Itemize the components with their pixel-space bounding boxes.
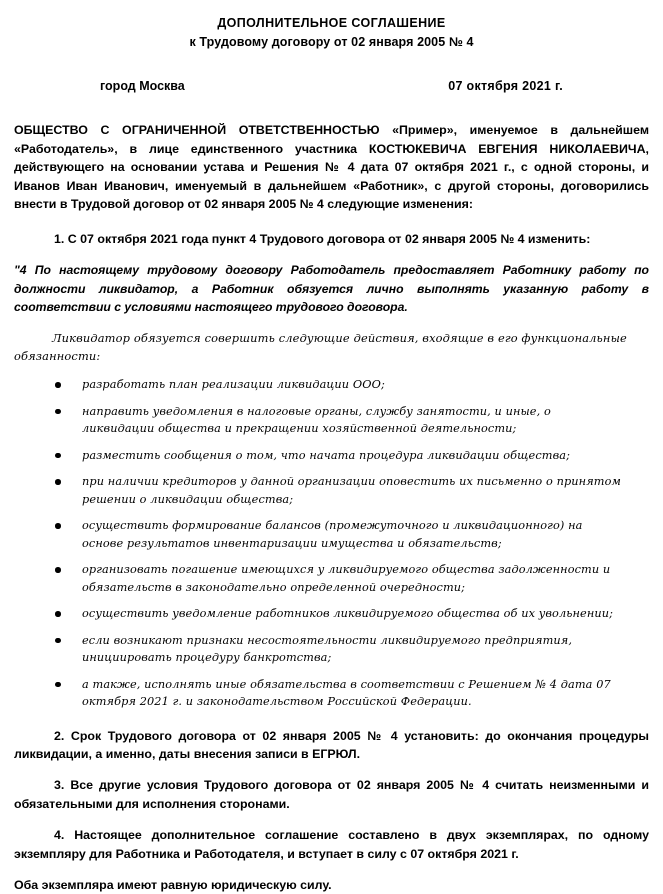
document-title-block bbox=[14, 0, 649, 52]
list-item: осуществить уведомление работников ликвидируемого общества об их увольнении; bbox=[14, 605, 649, 623]
document-title-subtitle: к Трудовому договору от 02 января 2005 № 4 bbox=[189, 35, 474, 49]
document-title-primary: ДОПОЛНИТЕЛЬНОЕ СОГЛАШЕНИЕ bbox=[217, 16, 446, 30]
clause-4-paragraph: 4. Настоящее дополнительное соглашение составлено в двух экземплярах, по одному экземпляру для Работника и Работодателя, и вступает в силу с 07 октября 2021 г. bbox=[14, 827, 649, 861]
list-item: если возникают признаки несостоятельности ликвидируемого предприятия, инициировать процедуру банкротства; bbox=[14, 632, 649, 667]
list-item: при наличии кредиторов у данной организации оповестить их письменно о принятом решении о ликвидации общества; bbox=[14, 473, 649, 508]
place-date-row bbox=[14, 78, 649, 94]
liquidator-duties-list bbox=[14, 376, 649, 711]
place-of-signing: город Москва bbox=[100, 79, 185, 93]
list-item: осуществить формирование балансов (промежуточного и ликвидационного) на основе результатов инвентаризации имущества и обязательств; bbox=[14, 517, 649, 552]
list-item: организовать погашение имеющихся у ликвидируемого общества задолженности и обязательств в законодательно определенной очередности; bbox=[14, 561, 649, 596]
amended-clause-quote: "4 По настоящему трудовому договору Работодатель предоставляет Работнику работу по должности ликвидатор, а Работник обязуется лично выполнять указанную работу в соответствии с условиями настоящего трудового договора. bbox=[14, 262, 649, 315]
closing-clauses bbox=[14, 727, 649, 894]
clause-2-paragraph: 2. Срок Трудового договора от 02 января 2005 № 4 установить: до окончания процедуры ликвидации, а именно, даты внесения записи в ЕГРЮЛ. bbox=[14, 728, 649, 762]
preamble-paragraph: ОБЩЕСТВО С ОГРАНИЧЕННОЙ ОТВЕТСТВЕННОСТЬЮ «Пример», именуемое в дальнейшем «Работодатель», в лице единственного участника КОСТЮКЕВИЧА ЕВГЕНИЯ НИКОЛАЕВИЧА, действующего на основании устава и Решения № 4 дата 07 октября 2021 г., с одной стороны, и Иванов Иван Иванович, именуемый в дальнейшем «Работник», с другой стороны, договорились внести в Трудовой договор от 02 января 2005 № 4 следующие изменения: bbox=[14, 123, 649, 212]
date-of-signing: 07 октября 2021 г. bbox=[448, 79, 563, 93]
list-item: а также, исполнять иные обязательства в соответствии с Решением № 4 дата 07 октября 2021 г. и законодательством Российской Федерации. bbox=[14, 676, 649, 711]
list-item: направить уведомления в налоговые органы, службу занятости, и иные, о ликвидации общества и прекращении хозяйственной деятельности; bbox=[14, 403, 649, 438]
list-item: разместить сообщения о том, что начата процедура ликвидации общества; bbox=[14, 447, 649, 465]
clause-4-tail-line: Оба экземпляра имеют равную юридическую силу. bbox=[14, 877, 332, 892]
clause-3-paragraph: 3. Все другие условия Трудового договора от 02 января 2005 № 4 считать неизменными и обязательными для исполнения сторонами. bbox=[14, 778, 649, 811]
liquidator-duties-lead: Ликвидатор обязуется совершить следующие действия, входящие в его функциональные обязанности: bbox=[14, 330, 627, 363]
list-item: разработать план реализации ликвидации ООО; bbox=[14, 376, 649, 394]
clause-1-paragraph: 1. С 07 октября 2021 года пункт 4 Трудового договора от 02 января 2005 № 4 изменить: bbox=[54, 231, 591, 246]
